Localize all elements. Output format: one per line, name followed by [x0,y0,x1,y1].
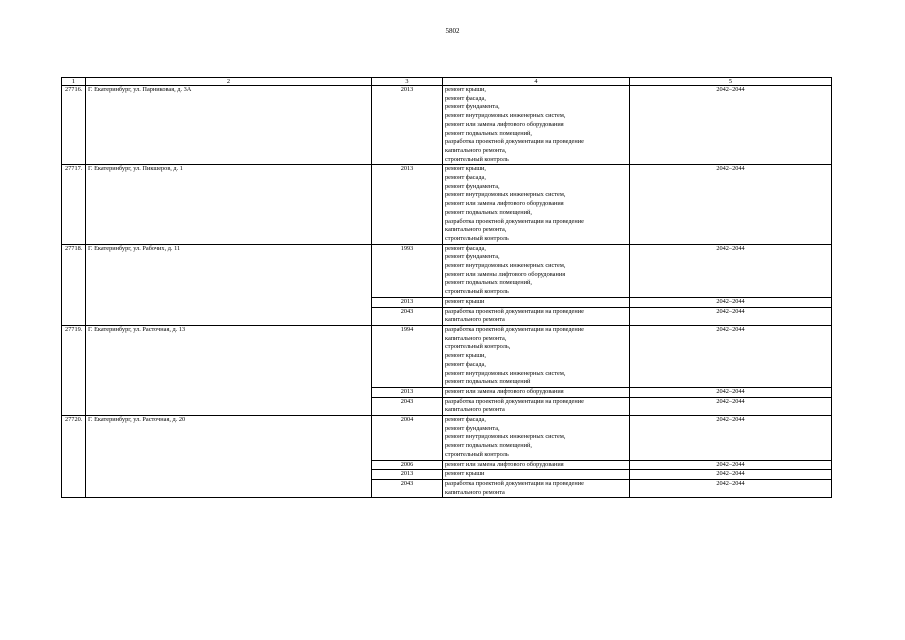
entry-works [443,479,630,497]
entry-address: Г. Екатеринбург, ул. Расточная, д. 20 [86,416,372,498]
entry-period: 2042–2044 [630,297,832,307]
work-item: ремонт фундамента, [445,253,500,261]
work-item: капитального ремонта [445,406,505,414]
work-item: ремонт внутридомовых инженерных систем, [445,433,566,441]
entry-works [443,470,630,480]
work-item: разработка проектной документации на проведение [445,307,584,315]
work-item: ремонт крыши, [445,86,487,93]
work-item: разработка проектной документации на проведение [445,138,584,146]
work-item: ремонт крыши [445,470,485,478]
work-item: разработка проектной документации на проведение [445,479,584,487]
entry-number: 27719. [62,325,86,415]
entry-period: 2042–2044 [630,325,832,387]
work-item: капитального ремонта [445,316,505,324]
table-row [62,325,832,387]
work-item: ремонт фасада, [445,416,486,424]
work-item: ремонт фасада, [445,244,486,252]
column-header-period: 5 [630,78,832,86]
work-item: ремонт фасада, [445,360,486,368]
entry-works [443,460,630,470]
work-item: строительный контроль [445,155,509,163]
column-header-address: 2 [86,78,372,86]
work-item: ремонт внутридомовых инженерных систем, [445,191,566,199]
entry-period: 2042–2044 [630,244,832,297]
work-item: строительный контроль, [445,343,511,351]
entry-number: 27717. [62,165,86,244]
entry-number: 27718. [62,244,86,325]
entry-year: 2006 [372,460,443,470]
entry-works [443,387,630,397]
work-item: строительный контроль [445,288,509,296]
entry-year: 1994 [372,325,443,387]
entry-address: Г. Екатеринбург, ул. Рабочих, д. 11 [86,244,372,325]
work-item: ремонт подвальных помещений, [445,279,532,287]
table-row [62,165,832,244]
work-item: ремонт фундамента, [445,182,500,190]
entry-period: 2042–2044 [630,460,832,470]
work-item: разработка проектной документации на проведение [445,397,584,405]
entry-period: 2042–2044 [630,416,832,461]
work-item: ремонт крыши, [445,165,487,173]
table-body [62,78,832,498]
work-item: ремонт или замена лифтового оборудования [445,387,564,395]
entry-year: 2013 [372,86,443,165]
work-item: ремонт фасада, [445,94,486,102]
work-item: ремонт крыши, [445,352,487,360]
entry-year: 2013 [372,297,443,307]
entry-address: Г. Екатеринбург, ул. Пикшеров, д. 1 [86,165,372,244]
table-row [62,416,832,461]
entry-year: 2004 [372,416,443,461]
entry-period: 2042–2044 [630,86,832,165]
entry-address: Г. Екатеринбург, ул. Расточная, д. 13 [86,325,372,415]
entry-year: 2043 [372,479,443,497]
work-item: капитального ремонта, [445,146,507,154]
entry-works [443,86,630,165]
work-item: капитального ремонта, [445,226,507,234]
table-row [62,86,832,165]
entry-works [443,165,630,244]
work-item: ремонт крыши [445,297,485,305]
work-item: строительный контроль [445,450,509,458]
column-header-number: 1 [62,78,86,86]
work-item: ремонт или замена лифтового оборудования [445,460,564,468]
entry-period: 2042–2044 [630,397,832,415]
entry-works [443,397,630,415]
work-item: ремонт фасада, [445,174,486,182]
entry-number: 27716. [62,86,86,165]
work-item: ремонт внутридомовых инженерных систем, [445,112,566,120]
entry-address: Г. Екатеринбург, ул. Парниковая, д. 3А [86,86,372,165]
entry-period: 2042–2044 [630,470,832,480]
entry-year: 2043 [372,307,443,325]
work-item: ремонт подвальных помещений, [445,442,532,450]
entry-year: 2043 [372,397,443,415]
work-item: капитального ремонта, [445,334,507,342]
work-item: капитального ремонта [445,488,505,496]
column-header-year: 3 [372,78,443,86]
work-item: ремонт или замена лифтового оборудования [445,120,564,128]
entry-year: 2013 [372,470,443,480]
entry-number: 27720. [62,416,86,498]
entry-works [443,325,630,387]
table-header-row [62,78,832,86]
work-item: разработка проектной документации на проведение [445,217,584,225]
entry-works [443,307,630,325]
entry-works [443,244,630,297]
work-item: строительный контроль [445,234,509,242]
work-item: ремонт подвальных помещений, [445,129,532,137]
work-item: ремонт внутридомовых инженерных систем, [445,369,566,377]
work-item: ремонт фундамента, [445,103,500,111]
page-number: 5802 [445,27,460,35]
work-item: ремонт фундамента, [445,424,500,432]
entry-period: 2042–2044 [630,307,832,325]
capital-repair-table [61,77,832,498]
work-item: ремонт или замена лифтового оборудования [445,200,564,208]
entry-period: 2042–2044 [630,387,832,397]
entry-works [443,297,630,307]
entry-period: 2042–2044 [630,479,832,497]
work-item: ремонт подвальных помещений, [445,208,532,216]
column-header-works: 4 [443,78,630,86]
entry-year: 2013 [372,165,443,244]
entry-year: 1993 [372,244,443,297]
entry-works [443,416,630,461]
entry-year: 2013 [372,387,443,397]
entry-period: 2042–2044 [630,165,832,244]
work-item: разработка проектной документации на проведение [445,325,584,333]
work-item: ремонт внутридомовых инженерных систем, [445,262,566,270]
work-item: ремонт подвальных помещений [445,378,531,386]
table-row [62,244,832,297]
work-item: ремонт или замены лифтового оборудования [445,270,566,278]
